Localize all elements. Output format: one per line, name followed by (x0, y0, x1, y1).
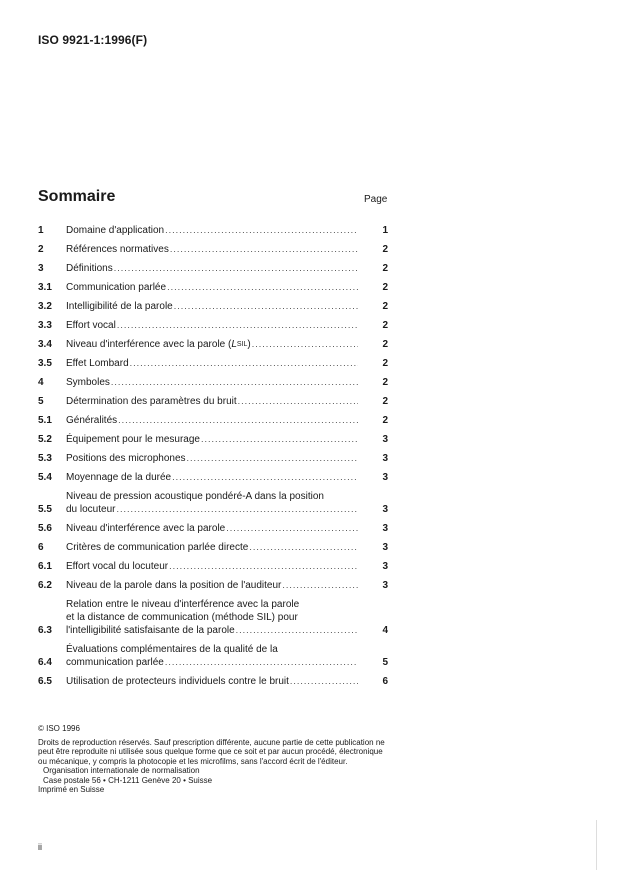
toc-entry-body (66, 243, 358, 256)
toc-entry-number: 3.2 (38, 301, 52, 312)
toc-entry-line (66, 243, 358, 256)
toc-entry-page: 3 (382, 580, 388, 591)
table-of-contents (38, 224, 388, 694)
toc-entry (38, 319, 388, 332)
toc-entry-line (66, 433, 358, 446)
toc-entry-body (66, 300, 358, 313)
toc-entry (38, 243, 388, 256)
toc-title: Sommaire (38, 188, 116, 205)
toc-entry-body (66, 319, 358, 332)
toc-entry-symbol-close: ) (247, 339, 251, 350)
toc-entry (38, 675, 388, 688)
toc-entry-line (66, 224, 358, 237)
dot-leader (165, 224, 358, 237)
toc-entry-number: 6.1 (38, 561, 52, 572)
dot-leader (118, 414, 358, 427)
toc-entry-page: 3 (382, 453, 388, 464)
toc-entry-line (66, 503, 358, 516)
toc-entry-title: Évaluations complémentaires de la qualité de la (66, 644, 278, 655)
toc-entry (38, 522, 388, 535)
dot-leader (174, 300, 358, 313)
toc-entry-body (66, 490, 358, 516)
toc-entry-number: 5.1 (38, 415, 52, 426)
toc-entry (38, 579, 388, 592)
toc-entry-page: 2 (382, 282, 388, 293)
toc-entry-title: Niveau de pression acoustique pondéré-A dans la position (66, 491, 324, 502)
dot-leader (201, 433, 358, 446)
toc-entry-number: 6.4 (38, 657, 52, 668)
toc-entry-body (66, 376, 358, 389)
toc-entry-title: communication parlée (66, 657, 164, 668)
organization-name: Organisation internationale de normalisation (43, 766, 200, 775)
toc-entry (38, 452, 388, 465)
toc-entry (38, 357, 388, 370)
toc-entry (38, 643, 388, 669)
dot-leader (130, 357, 358, 370)
toc-entry-line (66, 675, 358, 688)
toc-entry-page: 3 (382, 472, 388, 483)
toc-entry-number: 3 (38, 263, 44, 274)
toc-entry-line (66, 376, 358, 389)
toc-entry-title: Domaine d'application (66, 225, 165, 236)
dot-leader (236, 624, 358, 637)
toc-entry-line (66, 611, 358, 624)
toc-entry-body (66, 262, 358, 275)
toc-entry-title: Intelligibilité de la parole (66, 301, 173, 312)
toc-entry-title: Références normatives (66, 244, 169, 255)
dot-leader (111, 376, 358, 389)
toc-entry-page: 5 (382, 657, 388, 668)
toc-entry-page: 4 (382, 625, 388, 636)
toc-entry-title: Symboles (66, 377, 110, 388)
toc-entry-title: Relation entre le niveau d'interférence avec la parole (66, 599, 300, 610)
toc-entry-number: 6.5 (38, 676, 52, 687)
toc-entry-title: l'intelligibilité satisfaisante de la parole (66, 625, 235, 636)
toc-entry-line (66, 579, 358, 592)
toc-entry-title: Niveau d'interférence avec la parole (66, 523, 226, 534)
printed-in: Imprimé en Suisse (38, 785, 105, 794)
dot-leader (226, 522, 358, 535)
toc-entry (38, 395, 388, 408)
toc-entry (38, 281, 388, 294)
toc-entry-page: 2 (382, 320, 388, 331)
toc-entry-line (66, 643, 358, 656)
toc-entry-title: Critères de communication parlée directe (66, 542, 249, 553)
toc-entry-title: Effort vocal du locuteur (66, 561, 169, 572)
dot-leader (290, 675, 358, 688)
toc-entry-page: 3 (382, 504, 388, 515)
toc-entry-body (66, 224, 358, 237)
copyright-line: © ISO 1996 (38, 724, 80, 733)
dot-leader (252, 338, 358, 351)
toc-entry-body (66, 281, 358, 294)
dot-leader (167, 281, 358, 294)
scan-edge-mark (596, 820, 597, 870)
toc-entry-line (66, 300, 358, 313)
toc-entry-page: 3 (382, 523, 388, 534)
page-number: ii (38, 842, 42, 852)
toc-entry-line (66, 624, 358, 637)
toc-entry-number: 3.1 (38, 282, 52, 293)
toc-entry-page: 1 (382, 225, 388, 236)
toc-entry-page: 2 (382, 358, 388, 369)
toc-entry-number: 5.5 (38, 504, 52, 515)
toc-entry-page: 2 (382, 396, 388, 407)
toc-entry-body (66, 579, 358, 592)
toc-entry-page: 3 (382, 434, 388, 445)
toc-entry-line (66, 490, 358, 503)
toc-entry-number: 6.2 (38, 580, 52, 591)
toc-entry-number: 3.3 (38, 320, 52, 331)
toc-entry-body (66, 598, 358, 637)
toc-entry-line (66, 319, 358, 332)
toc-entry-line (66, 452, 358, 465)
toc-entry-page: 3 (382, 561, 388, 572)
toc-entry (38, 560, 388, 573)
toc-entry-line (66, 598, 358, 611)
toc-entry-body (66, 414, 358, 427)
toc-entry-page: 2 (382, 301, 388, 312)
dot-leader (238, 395, 358, 408)
toc-entry-body (66, 522, 358, 535)
toc-entry (38, 471, 388, 484)
toc-entry (38, 376, 388, 389)
toc-entry-title: Détermination des paramètres du bruit (66, 396, 237, 407)
toc-entry-body (66, 541, 358, 554)
toc-entry-body (66, 395, 358, 408)
toc-entry (38, 490, 388, 516)
toc-entry-body (66, 675, 358, 688)
dot-leader (170, 243, 358, 256)
toc-entry (38, 541, 388, 554)
toc-entry-number: 5.2 (38, 434, 52, 445)
toc-entry-title: Positions des microphones (66, 453, 186, 464)
toc-entry-title: du locuteur (66, 504, 116, 515)
toc-entry-title: Moyennage de la durée (66, 472, 172, 483)
toc-entry-number: 1 (38, 225, 44, 236)
toc-entry-body (66, 452, 358, 465)
toc-entry-number: 4 (38, 377, 44, 388)
toc-entry-title: Définitions (66, 263, 113, 274)
toc-entry-number: 6 (38, 542, 44, 553)
toc-entry-line (66, 522, 358, 535)
toc-entry-number: 5.4 (38, 472, 52, 483)
toc-entry-title: Généralités (66, 415, 118, 426)
toc-entry-page: 2 (382, 263, 388, 274)
toc-entry-title: Niveau d'interférence avec la parole ( (66, 339, 232, 350)
toc-entry (38, 433, 388, 446)
toc-entry-line (66, 338, 358, 351)
dot-leader (114, 262, 358, 275)
toc-entry-symbol-subscript: SIL (236, 341, 248, 348)
toc-entry-page: 2 (382, 339, 388, 350)
toc-entry-number: 3.4 (38, 339, 52, 350)
toc-entry-title: Effet Lombard (66, 358, 129, 369)
document-reference: ISO 9921-1:1996(F) (38, 33, 148, 47)
toc-entry-number: 5.6 (38, 523, 52, 534)
toc-entry-line (66, 357, 358, 370)
organization-address: Case postale 56 • CH-1211 Genève 20 • Suisse (43, 775, 213, 785)
toc-entry-number: 6.3 (38, 625, 52, 636)
toc-entry-page: 2 (382, 415, 388, 426)
toc-entry-symbol: L (231, 339, 237, 350)
dot-leader (249, 541, 358, 554)
dot-leader (169, 560, 358, 573)
dot-leader (172, 471, 358, 484)
dot-leader (165, 656, 358, 669)
toc-entry-line (66, 262, 358, 275)
toc-entry-number: 2 (38, 244, 44, 255)
toc-entry (38, 598, 388, 637)
toc-entry-page: 2 (382, 377, 388, 388)
toc-entry-number: 5 (38, 396, 44, 407)
page-column-label: Page (364, 194, 388, 205)
toc-entry (38, 300, 388, 313)
toc-entry-body (66, 338, 358, 351)
rights-statement: Droits de reproduction réservés. Sauf prescription différente, aucune partie de cette publication ne peut être reproduite ni utilisée sous quelque forme que ce soit et par aucun procédé, électronique ou mécanique, y compris la photocopie et les microfilms, sans l'accord écrit de l'éditeur. (38, 737, 385, 766)
toc-entry (38, 414, 388, 427)
dot-leader (282, 579, 358, 592)
toc-entry-number: 3.5 (38, 358, 52, 369)
dot-leader (187, 452, 358, 465)
toc-entry-page: 6 (382, 676, 388, 687)
toc-entry (38, 338, 388, 351)
toc-entry-body (66, 471, 358, 484)
toc-entry-title: Communication parlée (66, 282, 167, 293)
toc-entry-number: 5.3 (38, 453, 52, 464)
toc-entry-title: Utilisation de protecteurs individuels contre le bruit (66, 676, 289, 687)
toc-entry-line (66, 281, 358, 294)
dot-leader (116, 503, 358, 516)
dot-leader (117, 319, 358, 332)
toc-entry-body (66, 433, 358, 446)
toc-entry-body (66, 357, 358, 370)
toc-entry-line (66, 471, 358, 484)
toc-entry-title: Niveau de la parole dans la position de l'auditeur (66, 580, 282, 591)
toc-entry-page: 2 (382, 244, 388, 255)
toc-entry-line (66, 560, 358, 573)
toc-entry-page: 3 (382, 542, 388, 553)
toc-entry-title: et la distance de communication (méthode SIL) pour (66, 612, 298, 623)
toc-entry (38, 262, 388, 275)
toc-entry-line (66, 541, 358, 554)
toc-entry-body (66, 560, 358, 573)
toc-entry-title: Effort vocal (66, 320, 116, 331)
toc-entry-body (66, 643, 358, 669)
toc-entry-title: Équipement pour le mesurage (66, 434, 200, 445)
copyright-notice (38, 724, 390, 795)
toc-entry-line (66, 395, 358, 408)
toc-entry-line (66, 414, 358, 427)
toc-entry (38, 224, 388, 237)
toc-entry-line (66, 656, 358, 669)
